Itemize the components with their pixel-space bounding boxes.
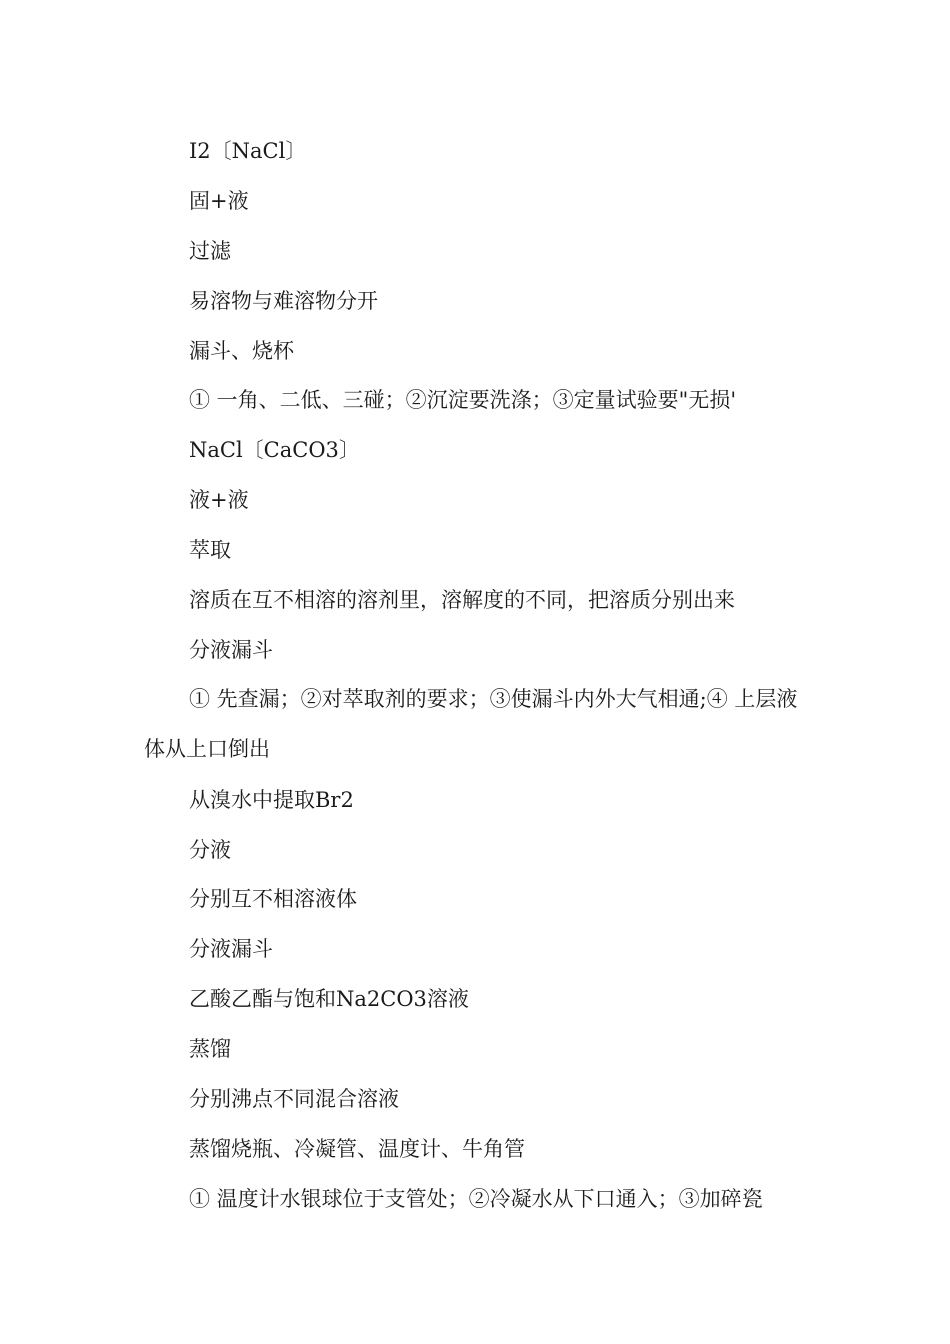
text-line: NaCl〔CaCO3〕 xyxy=(189,438,360,463)
text-line: I2〔NaCl〕 xyxy=(189,139,307,163)
text-line: 漏斗、烧杯 xyxy=(189,338,294,363)
text-line: 分别互不相溶液体 xyxy=(189,887,357,912)
text-line: 溶质在互不相溶的溶剂里，溶解度的不同，把溶质分别出来 xyxy=(189,588,735,613)
text-line: ① 一角、二低、三碰；②沉淀要洗涤；③定量试验要"无损' xyxy=(189,388,737,413)
text-line: 蒸馏烧瓶、冷凝管、温度计、牛角管 xyxy=(189,1136,525,1161)
text-line: 蒸馏 xyxy=(189,1037,231,1062)
text-line: 萃取 xyxy=(189,538,231,563)
text-line: 分别沸点不同混合溶液 xyxy=(189,1087,399,1112)
text-paragraph: ① 先查漏；②对萃取剂的要求；③使漏斗内外大气相通;④ 上层液体从上口倒出 xyxy=(144,686,798,761)
text-line: ① 温度计水银球位于支管处；②冷凝水从下口通入；③加碎瓷 xyxy=(189,1186,763,1211)
text-line: 液+液 xyxy=(189,488,249,513)
text-line: 分液 xyxy=(189,837,231,862)
text-line: 从溴水中提取Br2 xyxy=(189,787,354,812)
text-line: 分液漏斗 xyxy=(189,637,273,662)
text-line: 乙酸乙酯与饱和Na2CO3溶液 xyxy=(189,987,469,1012)
text-line: 分液漏斗 xyxy=(189,937,273,962)
text-line: 易溶物与难溶物分开 xyxy=(189,288,378,313)
text-line: 固+液 xyxy=(189,188,249,213)
text-line: 过滤 xyxy=(189,238,231,263)
document-body xyxy=(144,137,808,1235)
